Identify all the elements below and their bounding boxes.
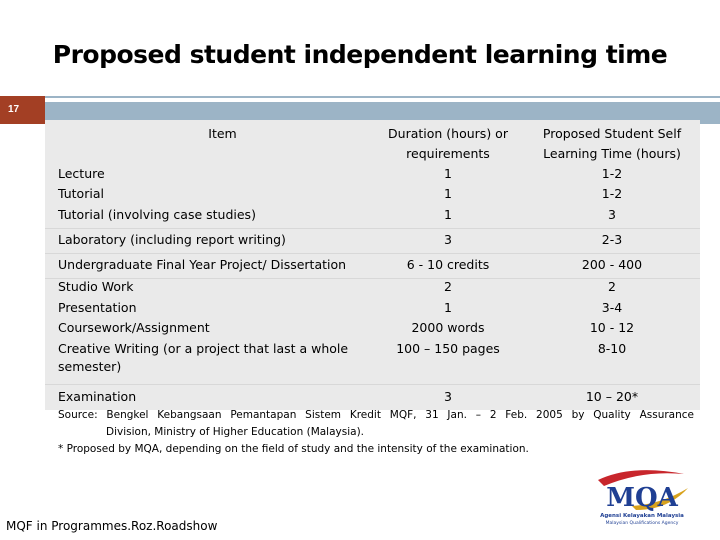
- logo-text: MQA: [606, 483, 678, 513]
- row-item: Presentation: [58, 300, 137, 315]
- row-duration: 1: [444, 207, 452, 222]
- row-proposed: 1-2: [601, 166, 623, 181]
- row-item: Tutorial: [58, 186, 104, 201]
- mqa-logo: [592, 466, 692, 528]
- row-proposed: 2-3: [601, 232, 623, 247]
- logo-subtitle: Agensi Kelayakan Malaysia: [600, 513, 684, 519]
- row-duration: 1: [444, 186, 452, 201]
- row-item: Examination: [58, 389, 137, 404]
- slide-title: Proposed student independent learning time: [52, 40, 668, 69]
- row-proposed: 10 - 12: [589, 320, 635, 335]
- slide-number: 17: [0, 96, 45, 124]
- row-duration: 100 – 150 pages: [396, 341, 500, 356]
- row-item-line2: semester): [58, 359, 122, 374]
- table-divider: [45, 384, 700, 385]
- source-note: [58, 407, 694, 458]
- row-item: Creative Writing (or a project that last a whole: [58, 341, 349, 356]
- row-item: Studio Work: [58, 279, 134, 294]
- source-line: Source: Bengkel Kebangsaan Pemantapan Sistem Kredit MQF, 31 Jan. – 2 Feb. 2005 by Quality Assurance: [58, 409, 694, 421]
- header-duration-line1: Duration (hours) or: [388, 126, 508, 141]
- row-item: Undergraduate Final Year Project/ Dissertation: [58, 257, 347, 272]
- row-item: Tutorial (involving case studies): [58, 207, 256, 222]
- row-proposed: 2: [608, 279, 616, 294]
- row-duration: 3: [444, 232, 452, 247]
- row-proposed: 3: [608, 207, 616, 222]
- row-proposed: 10 – 20*: [585, 389, 639, 404]
- table-divider: [45, 253, 700, 254]
- row-duration: 1: [444, 300, 452, 315]
- logo-subtitle-en: Malaysian Qualifications Agency: [605, 521, 679, 526]
- header-proposed-line2: Learning Time (hours): [543, 146, 681, 161]
- row-proposed: 1-2: [601, 186, 623, 201]
- header-duration-line2: requirements: [406, 146, 490, 161]
- footer-text: MQF in Programmes.Roz.Roadshow: [6, 519, 218, 533]
- row-duration: 2: [444, 279, 452, 294]
- source-footnote: * Proposed by MQA, depending on the field of study and the intensity of the examination.: [58, 443, 529, 455]
- row-duration: 6 - 10 credits: [406, 257, 490, 272]
- row-duration: 1: [444, 166, 452, 181]
- header-bar-stripe: [45, 98, 720, 102]
- row-proposed: 8-10: [597, 341, 627, 356]
- row-duration: 2000 words: [411, 320, 485, 335]
- header-proposed-line1: Proposed Student Self: [542, 126, 682, 141]
- source-line: Division, Ministry of Higher Education (Malaysia).: [106, 426, 365, 438]
- row-duration: 3: [444, 389, 452, 404]
- row-item: Lecture: [58, 166, 105, 181]
- row-item: Coursework/Assignment: [58, 320, 210, 335]
- header-item: Item: [208, 126, 237, 141]
- table-divider: [45, 228, 700, 229]
- row-proposed: 200 - 400: [581, 257, 643, 272]
- row-proposed: 3-4: [601, 300, 623, 315]
- row-item: Laboratory (including report writing): [58, 232, 286, 247]
